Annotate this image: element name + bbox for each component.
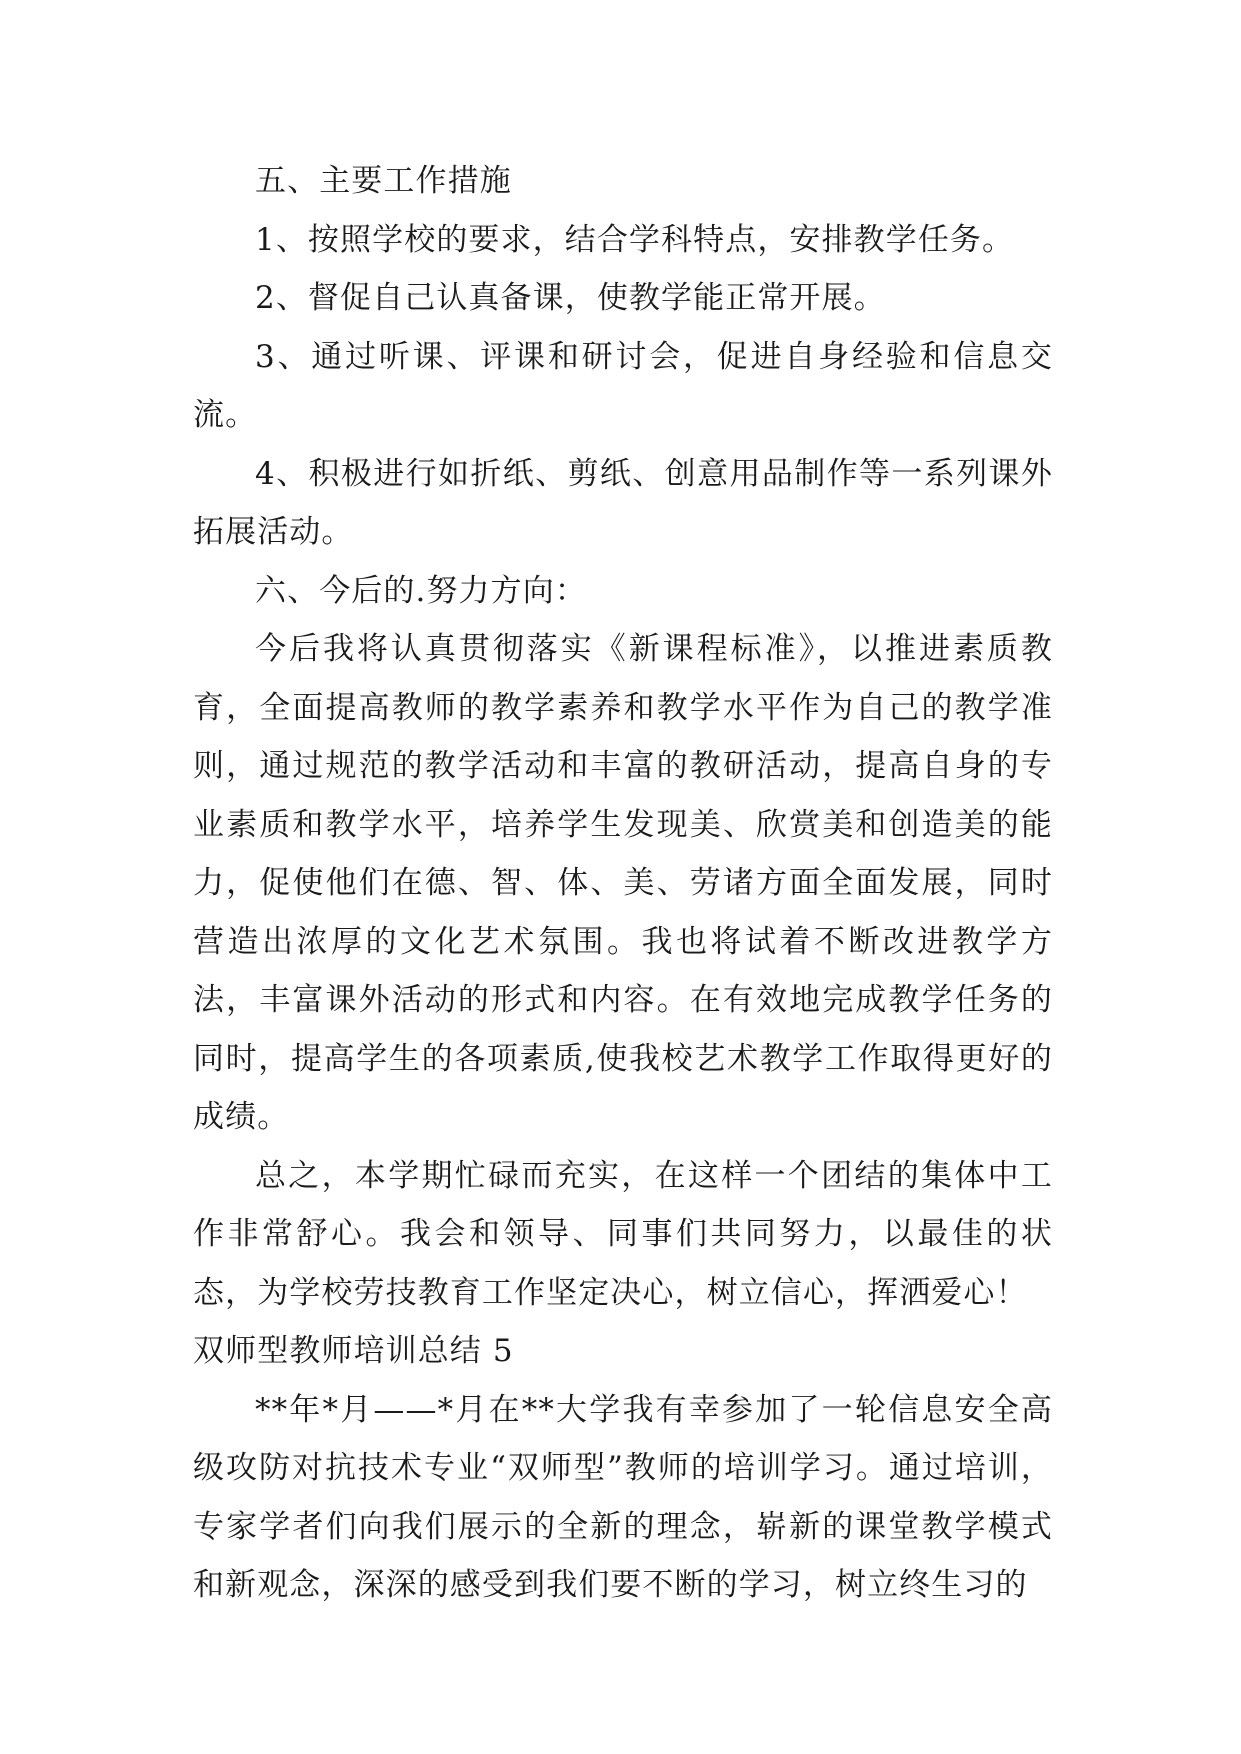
section-six-heading: 六、今后的.努力方向： <box>255 572 587 609</box>
future-direction-paragraph: 今后我将认真贯彻落实《新课程标准》，以推进素质教育，全面提高教师的教学素养和教学水平作为自己的教学准则，通过规范的教学活动和丰富的教研活动，提高自身的专业素质和教学水平，培养学生发现美、欣赏美和创造美的能力，促使他们在德、智、体、美、劳诸方面全面发展，同时营造出浓厚的文化艺术氛围。我也将试着不断改进教学方法，丰富课外活动的形式和内容。在有效地完成教学任务的同时，提高学生的各项素质,使我校艺术教学工作取得更好的成绩。 <box>193 631 1053 1135</box>
measure-item-2: 2、督促自己认真备课，使教学能正常开展。 <box>255 280 886 316</box>
conclusion-paragraph: 总之，本学期忙碌而充实，在这样一个团结的集体中工作非常舒心。我会和领导、同事们共同努力，以最佳的状态，为学校劳技教育工作坚定决心，树立信心，挥洒爱心！ <box>193 1157 1053 1311</box>
measure-item-1: 1、按照学校的要求，结合学科特点，安排教学任务。 <box>255 221 1015 258</box>
document-body <box>193 152 1053 1615</box>
section-five-heading: 五、主要工作措施 <box>255 163 512 199</box>
article-intro-paragraph: **年*月——*月在**大学我有幸参加了一轮信息安全高级攻防对抗技术专业“双师型”教师的培训学习。通过培训，专家学者们向我们展示的全新的理念，崭新的课堂教学模式和新观念，深深的感受到我们要不断的学习，树立终生习的 <box>193 1391 1053 1603</box>
article-title: 双师型教师培训总结 5 <box>193 1333 514 1369</box>
measure-item-3: 3、通过听课、评课和研讨会，促进自身经验和信息交流。 <box>193 338 1053 433</box>
measure-item-4: 4、积极进行如折纸、剪纸、创意用品制作等一系列课外拓展活动。 <box>193 455 1053 550</box>
